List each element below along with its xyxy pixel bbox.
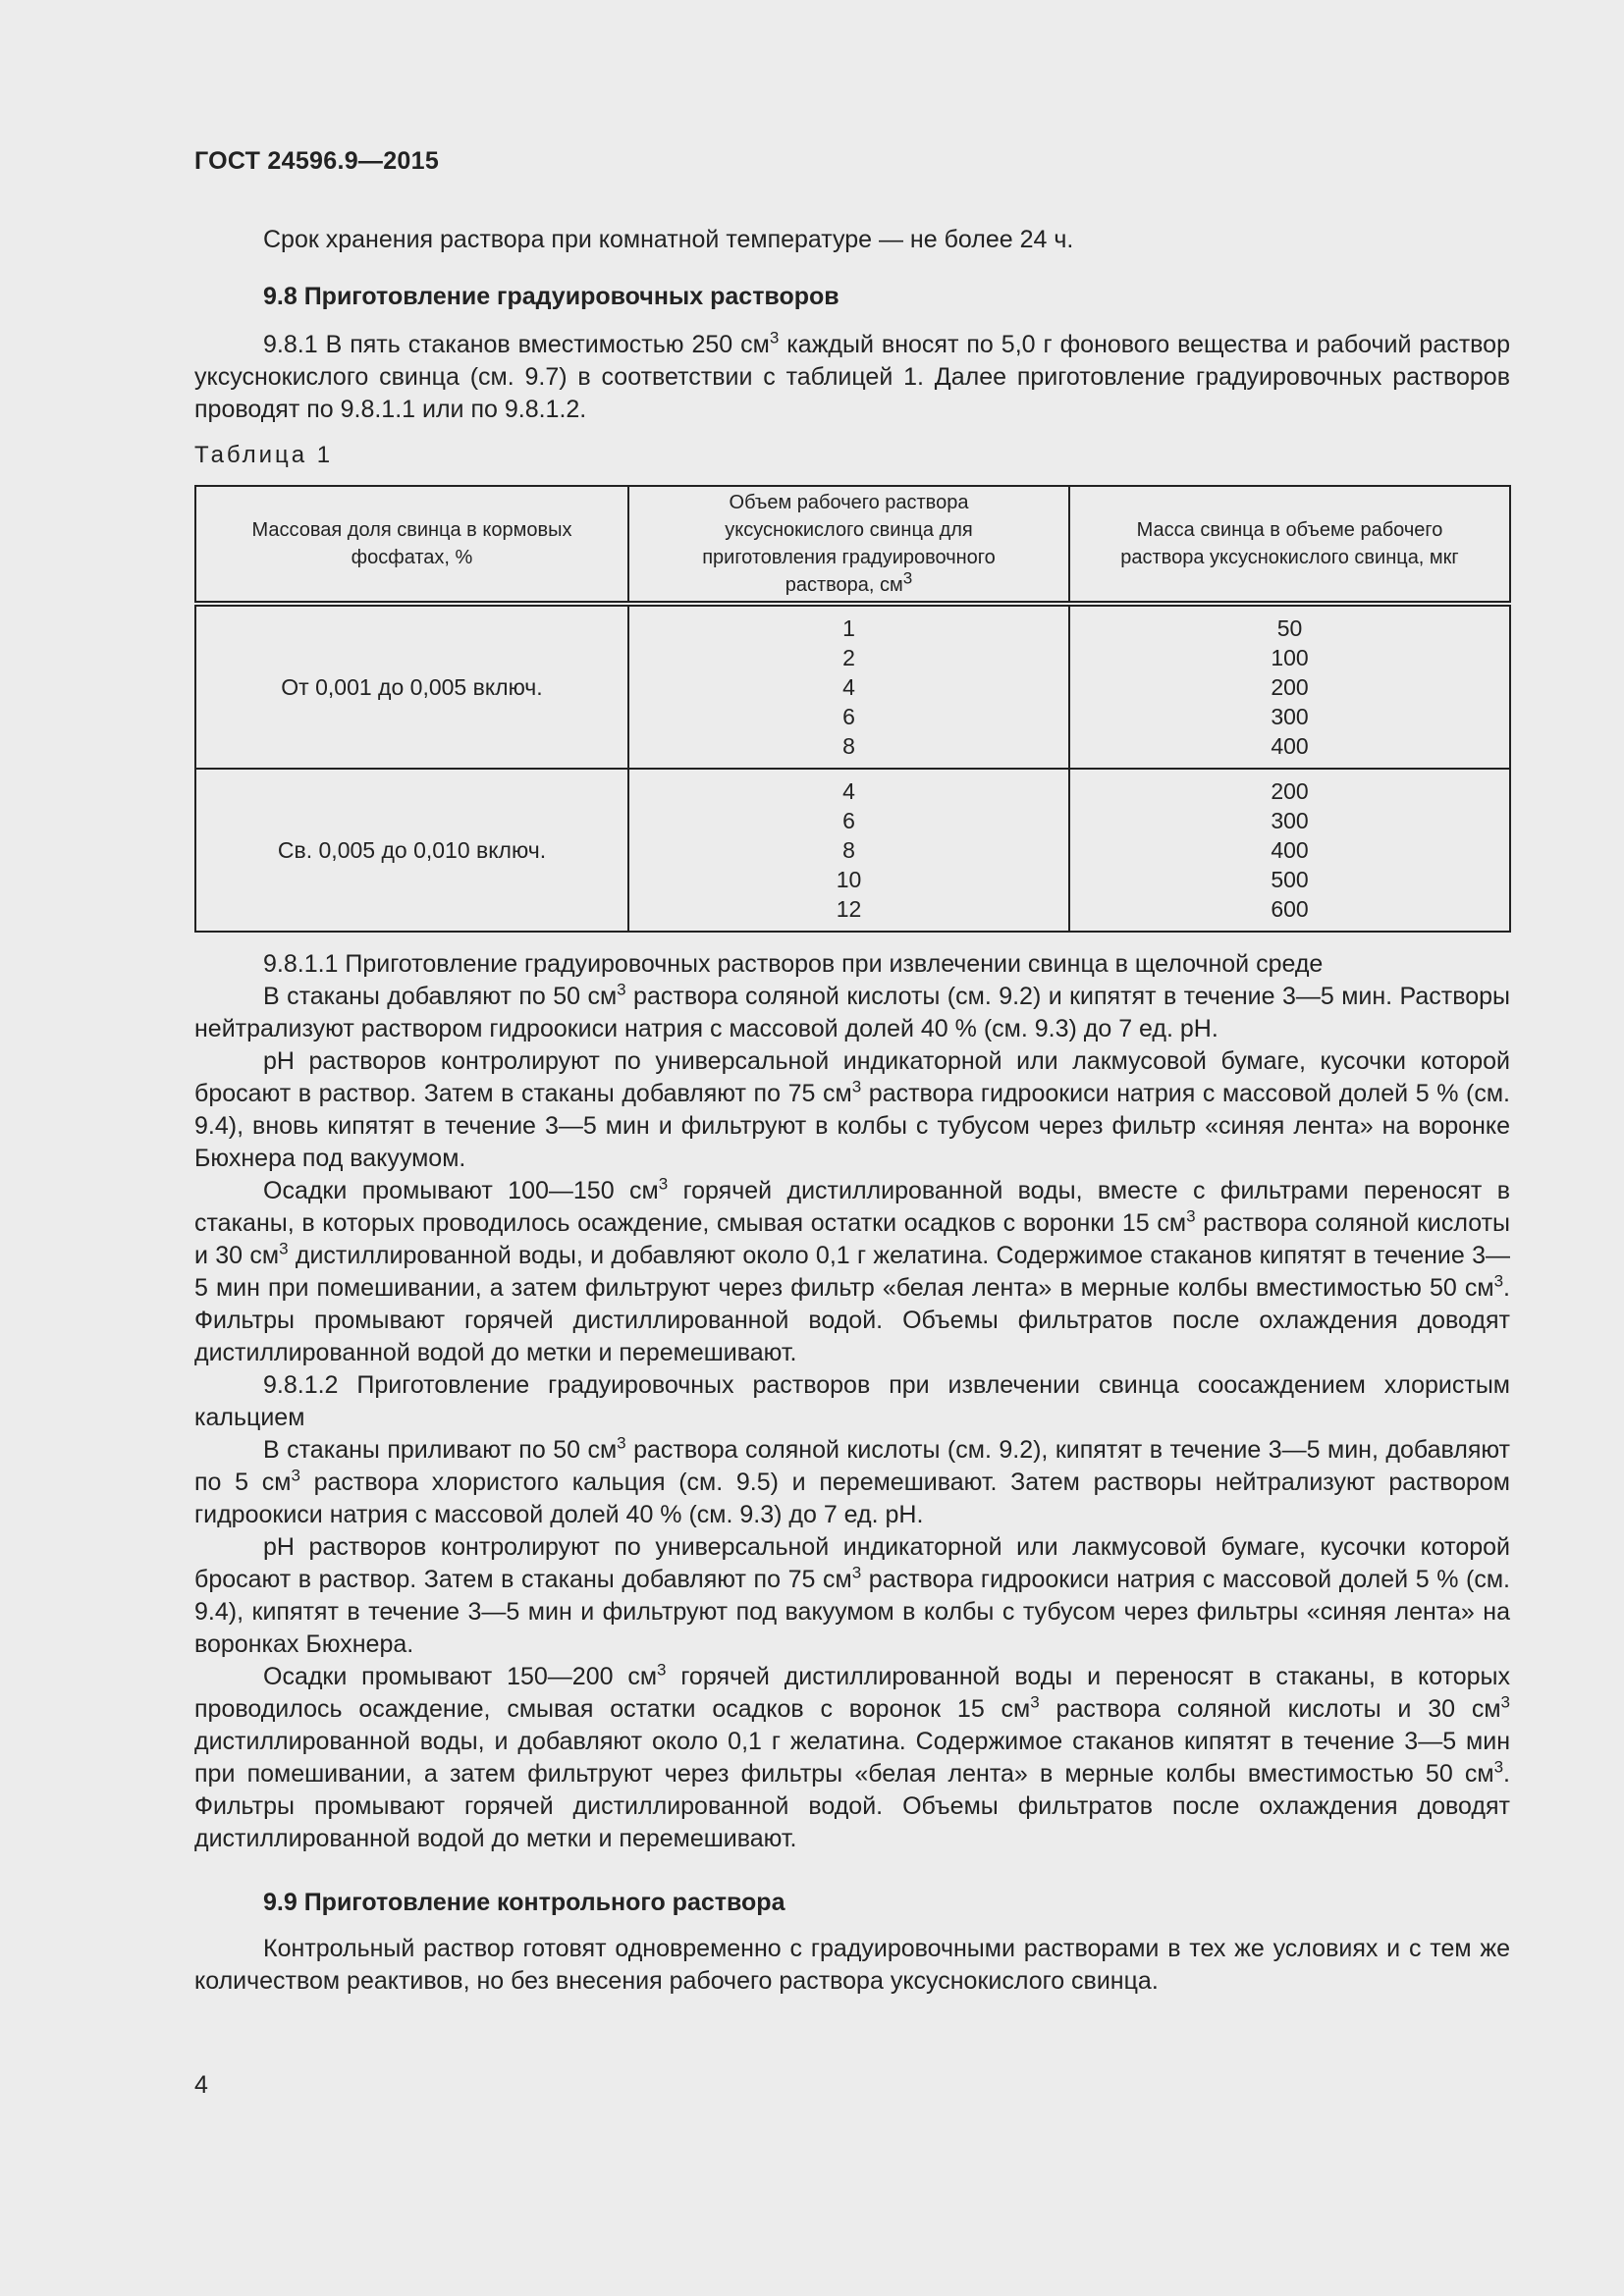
section-9-8 xyxy=(194,281,1510,426)
calibration-table xyxy=(194,485,1511,933)
mass-cell: 50 100 200 300 400 xyxy=(1069,604,1510,769)
paragraph: В стаканы добавляют по 50 $см^3$ раствора соляной кислоты (см. 9.2) и кипятят в течение 3—5 мин. Растворы нейтрализуют раствором гидроокиси натрия с массовой долей 40 % (см. 9.3) до 7 ед. рН. xyxy=(194,980,1511,1042)
storage-text: Срок хранения раствора при комнатной температуре — не более 24 ч. xyxy=(263,226,1074,253)
range-cell: От 0,001 до 0,005 включ. xyxy=(195,604,628,769)
page-number: 4 xyxy=(194,2071,208,2099)
paragraph: рН растворов контролируют по универсальной индикаторной или лакмусовой бумаге, кусочки которой бросают в раствор. Затем в стаканы добавляют по 75 $см^3$ раствора гидроокиси натрия с массовой долей 5 % (см. 9.4), кипятят в течение 3—5 мин и фильтруют под вакуумом в колбы с тубусом через фильтры «синяя лента» на воронках Бюхнера. xyxy=(194,1533,1510,1658)
paragraph: рН растворов контролируют по универсальной индикаторной или лакмусовой бумаге, кусочки которой бросают в раствор. Затем в стаканы добавляют по 75 $см^3$ раствора гидроокиси натрия с массовой долей 5 % (см. 9.4), вновь кипятят в течение 3—5 мин и фильтруют в колбы с тубусом через фильтр «синяя лента» на воронке Бюхнера под вакуумом. xyxy=(194,1047,1510,1172)
section-9-9 xyxy=(194,1887,1510,1998)
paragraph: В стаканы приливают по 50 $см^3$ раствора соляной кислоты (см. 9.2), кипятят в течение 3—5 мин, добавляют по 5 $см^3$ раствора хлористого кальция (см. 9.5) и перемешивают. Затем растворы нейтрализуют раствором гидроокиси натрия с массовой долей 40 % (см. 9.3) до 7 ед. рН. xyxy=(194,1433,1511,1528)
header-lead-mass: Масса свинца в объеме рабочего раствора уксуснокислого свинца, мкг xyxy=(1069,486,1510,604)
document-id: ГОСТ 24596.9—2015 xyxy=(194,147,440,175)
header-mass-fraction: Массовая доля свинца в кормовых фосфатах, % xyxy=(195,486,628,604)
table-caption: Таблица 1 xyxy=(194,442,334,468)
paragraph: Осадки промывают 100—150 $см^3$ горячей дистиллированной воды, вместе с фильтрами переносят в стаканы, в которых проводилось осаждение, смывая остатки осадков с воронки 15 $см^3$ раствора соляной кислоты и 30 $см^3$ дистиллированной воды, и добавляют около 0,1 г желатина. Содержимое стаканов кипятят в течение 3—5 мин при помешивании, а затем фильтруют через фильтр «белая лента» в мерные колбы вместимостью 50 $см^3$. Фильтры промывают горячей дистиллированной водой. Объемы фильтратов после охлаждения доводят дистиллированной водой до метки и перемешивают. xyxy=(194,1174,1511,1366)
storage-paragraph xyxy=(194,224,1510,256)
volume-cell: 1 2 4 6 8 xyxy=(628,604,1069,769)
header-volume: Объем рабочего раствора уксуснокислого свинца для приготовления градуировочного раствора, $см^3$ xyxy=(628,486,1069,604)
section-9-8-1-1-title: 9.8.1.1 Приготовление градуировочных растворов при извлечении свинца в щелочной среде xyxy=(263,950,1324,978)
paragraph: Осадки промывают 150—200 $см^3$ горячей дистиллированной воды и переносят в стаканы, в которых проводилось осаждение, смывая остатки осадков с воронок 15 $см^3$ раствора соляной кислоты и 30 $см^3$ дистиллированной воды, и добавляют около 0,1 г желатина. Содержимое стаканов кипятят в течение 3—5 мин при помешивании, а затем фильтруют через фильтры «белая лента» в мерные колбы вместимостью 50 $см^3$. Фильтры промывают горячей дистиллированной водой. Объемы фильтратов после охлаждения доводят дистиллированной водой до метки и перемешивают. xyxy=(194,1660,1510,1852)
volume-cell: 4 6 8 10 12 xyxy=(628,769,1069,932)
paragraph: Контрольный раствор готовят одновременно с градуировочными растворами в тех же условиях и с тем же количеством реактивов, но без внесения рабочего раствора уксуснокислого свинца. xyxy=(194,1935,1510,1995)
section-9-9-heading: 9.9 Приготовление контрольного раствора xyxy=(263,1889,785,1916)
section-9-8-heading: 9.8 Приготовление градуировочных растворов xyxy=(263,283,839,310)
table-row xyxy=(195,604,1510,769)
mass-cell: 200 300 400 500 600 xyxy=(1069,769,1510,932)
section-9-8-1-1 xyxy=(194,948,1510,1855)
section-9-8-1-paragraph: 9.8.1 В пять стаканов вместимостью 250 $см^3$ каждый вносят по 5,0 г фонового вещества и рабочий раствор уксуснокислого свинца (см. 9.7) в соответствии с таблицей 1. Далее приготовление градуировочных растворов проводят по 9.8.1.1 или по 9.8.1.2. xyxy=(194,328,1510,423)
section-9-8-1-2-title: 9.8.1.2 Приготовление градуировочных растворов при извлечении свинца соосаждением хлористым кальцием xyxy=(194,1371,1510,1431)
table-header-row xyxy=(195,486,1510,604)
range-cell: Св. 0,005 до 0,010 включ. xyxy=(195,769,628,932)
table-row xyxy=(195,769,1510,932)
